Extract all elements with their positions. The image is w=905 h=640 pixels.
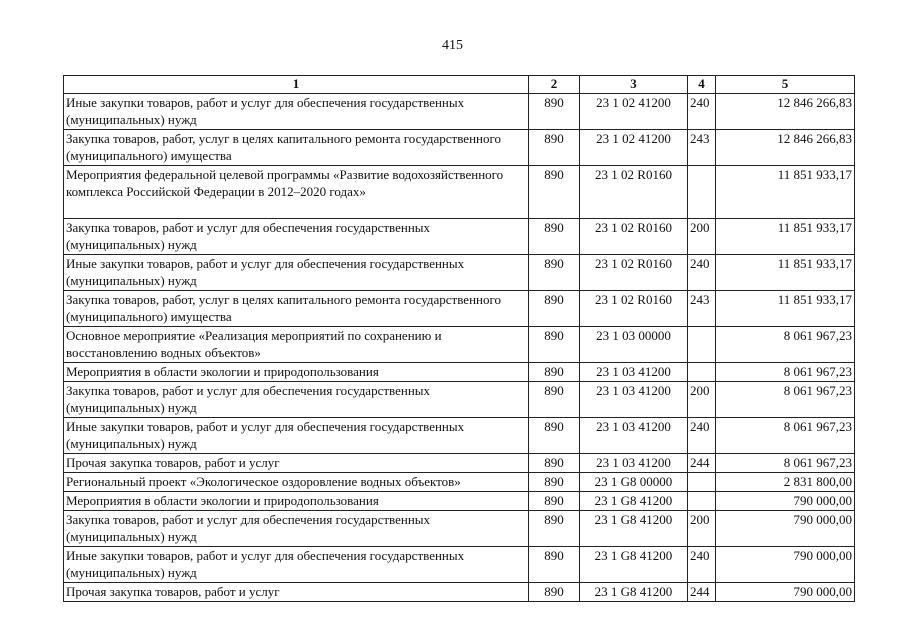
row-amount-cell: 11 851 933,17 <box>716 219 855 255</box>
row-amount-cell: 790 000,00 <box>716 547 855 583</box>
table-row <box>64 327 855 363</box>
page-number: 415 <box>442 38 463 53</box>
row-amount-cell: 11 851 933,17 <box>716 255 855 291</box>
row-ved-cell: 890 <box>529 454 580 473</box>
budget-table <box>63 75 855 602</box>
row-vr-cell: 200 <box>688 511 716 547</box>
row-amount-cell: 2 831 800,00 <box>716 473 855 492</box>
row-ved-cell: 890 <box>529 382 580 418</box>
row-vr-cell: 240 <box>688 94 716 130</box>
table-row <box>64 382 855 418</box>
row-vr-cell: 243 <box>688 130 716 166</box>
row-ved-cell: 890 <box>529 219 580 255</box>
table-row <box>64 511 855 547</box>
row-name-cell: Мероприятия федеральной целевой программы «Развитие водохозяйственного комплекса Российской Федерации в 2012–2020 годах» <box>64 166 529 219</box>
table-row <box>64 363 855 382</box>
row-amount-cell: 11 851 933,17 <box>716 291 855 327</box>
row-name-cell: Иные закупки товаров, работ и услуг для обеспечения государственных (муниципальных) нужд <box>64 255 529 291</box>
row-kcsr-cell: 23 1 02 R0160 <box>580 255 688 291</box>
header-col-1: 1 <box>64 76 529 94</box>
row-amount-cell: 8 061 967,23 <box>716 382 855 418</box>
table-row <box>64 454 855 473</box>
row-amount-cell: 12 846 266,83 <box>716 130 855 166</box>
table-body <box>64 94 855 602</box>
row-name-cell: Иные закупки товаров, работ и услуг для обеспечения государственных (муниципальных) нужд <box>64 547 529 583</box>
row-kcsr-cell: 23 1 03 41200 <box>580 454 688 473</box>
row-ved-cell: 890 <box>529 94 580 130</box>
row-vr-cell <box>688 166 716 219</box>
row-kcsr-cell: 23 1 02 41200 <box>580 94 688 130</box>
row-kcsr-cell: 23 1 02 41200 <box>580 130 688 166</box>
table-row <box>64 583 855 602</box>
row-kcsr-cell: 23 1 03 00000 <box>580 327 688 363</box>
row-name-cell: Прочая закупка товаров, работ и услуг <box>64 583 529 602</box>
row-name-cell: Закупка товаров, работ, услуг в целях капитального ремонта государственного (муниципального) имущества <box>64 291 529 327</box>
row-name-cell: Мероприятия в области экологии и природопользования <box>64 363 529 382</box>
table-row <box>64 255 855 291</box>
table-header-row <box>64 76 855 94</box>
table-row <box>64 418 855 454</box>
row-vr-cell <box>688 473 716 492</box>
row-name-cell: Закупка товаров, работ и услуг для обеспечения государственных (муниципальных) нужд <box>64 382 529 418</box>
row-kcsr-cell: 23 1 03 41200 <box>580 382 688 418</box>
header-col-3: 3 <box>580 76 688 94</box>
row-name-cell: Иные закупки товаров, работ и услуг для обеспечения государственных (муниципальных) нужд <box>64 418 529 454</box>
row-name-cell: Региональный проект «Экологическое оздоровление водных объектов» <box>64 473 529 492</box>
row-vr-cell <box>688 327 716 363</box>
row-kcsr-cell: 23 1 G8 41200 <box>580 511 688 547</box>
row-ved-cell: 890 <box>529 583 580 602</box>
row-amount-cell: 8 061 967,23 <box>716 363 855 382</box>
row-vr-cell: 240 <box>688 547 716 583</box>
table-row <box>64 219 855 255</box>
row-name-cell: Закупка товаров, работ, услуг в целях капитального ремонта государственного (муниципального) имущества <box>64 130 529 166</box>
row-vr-cell: 200 <box>688 382 716 418</box>
row-ved-cell: 890 <box>529 255 580 291</box>
row-vr-cell <box>688 492 716 511</box>
row-ved-cell: 890 <box>529 418 580 454</box>
table-row <box>64 473 855 492</box>
row-ved-cell: 890 <box>529 363 580 382</box>
row-ved-cell: 890 <box>529 130 580 166</box>
row-amount-cell: 11 851 933,17 <box>716 166 855 219</box>
row-amount-cell: 8 061 967,23 <box>716 418 855 454</box>
row-name-cell: Прочая закупка товаров, работ и услуг <box>64 454 529 473</box>
row-kcsr-cell: 23 1 03 41200 <box>580 418 688 454</box>
row-amount-cell: 790 000,00 <box>716 583 855 602</box>
row-amount-cell: 8 061 967,23 <box>716 454 855 473</box>
row-name-cell: Мероприятия в области экологии и природопользования <box>64 492 529 511</box>
row-name-cell: Закупка товаров, работ и услуг для обеспечения государственных (муниципальных) нужд <box>64 219 529 255</box>
row-ved-cell: 890 <box>529 473 580 492</box>
table-row <box>64 94 855 130</box>
row-amount-cell: 790 000,00 <box>716 492 855 511</box>
row-kcsr-cell: 23 1 02 R0160 <box>580 166 688 219</box>
row-ved-cell: 890 <box>529 492 580 511</box>
row-ved-cell: 890 <box>529 166 580 219</box>
row-amount-cell: 8 061 967,23 <box>716 327 855 363</box>
row-ved-cell: 890 <box>529 547 580 583</box>
row-vr-cell: 200 <box>688 219 716 255</box>
row-kcsr-cell: 23 1 G8 41200 <box>580 583 688 602</box>
row-ved-cell: 890 <box>529 327 580 363</box>
table-row <box>64 547 855 583</box>
row-vr-cell <box>688 363 716 382</box>
row-vr-cell: 244 <box>688 583 716 602</box>
row-amount-cell: 790 000,00 <box>716 511 855 547</box>
row-vr-cell: 240 <box>688 255 716 291</box>
header-col-4: 4 <box>688 76 716 94</box>
table-row <box>64 130 855 166</box>
table-row <box>64 166 855 219</box>
row-kcsr-cell: 23 1 03 41200 <box>580 363 688 382</box>
row-name-cell: Иные закупки товаров, работ и услуг для обеспечения государственных (муниципальных) нужд <box>64 94 529 130</box>
row-vr-cell: 244 <box>688 454 716 473</box>
table-row <box>64 492 855 511</box>
row-kcsr-cell: 23 1 G8 41200 <box>580 492 688 511</box>
row-ved-cell: 890 <box>529 511 580 547</box>
header-col-5: 5 <box>716 76 855 94</box>
row-ved-cell: 890 <box>529 291 580 327</box>
row-vr-cell: 243 <box>688 291 716 327</box>
table-row <box>64 291 855 327</box>
row-amount-cell: 12 846 266,83 <box>716 94 855 130</box>
row-kcsr-cell: 23 1 G8 41200 <box>580 547 688 583</box>
header-col-2: 2 <box>529 76 580 94</box>
row-name-cell: Закупка товаров, работ и услуг для обеспечения государственных (муниципальных) нужд <box>64 511 529 547</box>
row-vr-cell: 240 <box>688 418 716 454</box>
row-kcsr-cell: 23 1 G8 00000 <box>580 473 688 492</box>
row-kcsr-cell: 23 1 02 R0160 <box>580 291 688 327</box>
row-name-cell: Основное мероприятие «Реализация мероприятий по сохранению и восстановлению водных объектов» <box>64 327 529 363</box>
row-kcsr-cell: 23 1 02 R0160 <box>580 219 688 255</box>
